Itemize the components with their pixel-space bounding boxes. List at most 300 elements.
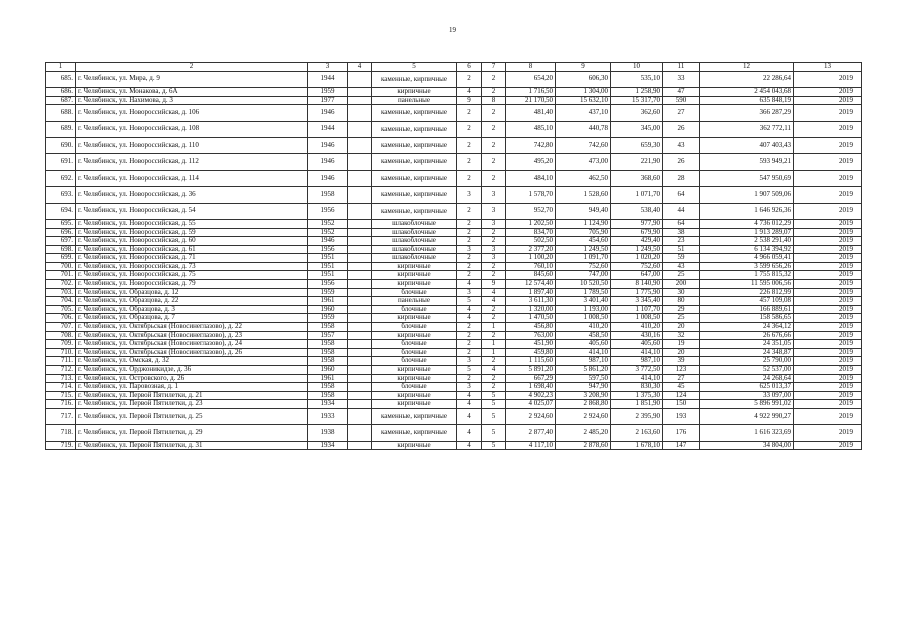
table-cell: 4 [482,288,506,297]
table-cell: 2019 [794,280,862,289]
table-cell: г. Челябинск, ул. Первой Пятилетки, д. 29 [76,425,308,441]
table-cell: 1 716,50 [506,87,556,96]
table-cell: 2 924,60 [556,408,611,424]
table-cell: 760,10 [506,262,556,271]
table-cell: 2019 [794,441,862,450]
table-cell: 752,60 [611,262,663,271]
table-cell: 694. [46,203,76,219]
table-cell: 4 [457,87,482,96]
table-cell [348,305,372,314]
table-cell: 462,50 [556,170,611,186]
table-cell: 4 [457,280,482,289]
table-cell: 24 268,64 [700,374,794,383]
table-cell: 2 [482,87,506,96]
table-cell: блочные [372,383,457,392]
table-row [46,187,862,203]
table-cell: блочные [372,357,457,366]
table-cell [348,121,372,137]
table-cell: 3 [482,187,506,203]
table-cell: 667,29 [506,374,556,383]
table-cell: 1 100,20 [506,254,556,263]
table-cell: г. Челябинск, ул. Новороссийская, д. 60 [76,237,308,246]
table-cell: г. Челябинск, ул. Образцова, д. 7 [76,314,308,323]
table-cell: 3 345,40 [611,297,663,306]
table-cell: 1951 [308,271,348,280]
table-cell: 24 351,05 [700,340,794,349]
table-row [46,348,862,357]
table-cell: 1958 [308,323,348,332]
table-row [46,219,862,228]
table-row [46,323,862,332]
table-cell: 1 020,20 [611,254,663,263]
table-cell: 606,30 [556,71,611,87]
table-cell: 1958 [308,383,348,392]
table-cell: 2019 [794,331,862,340]
table-cell: 2 538 291,40 [700,237,794,246]
table-cell: 1 107,70 [611,305,663,314]
table-cell: 2 [457,203,482,219]
table-cell: 1959 [308,288,348,297]
table-cell: каменные, кирпичные [372,203,457,219]
table-row [46,425,862,441]
table-cell: 1958 [308,391,348,400]
table-cell [348,288,372,297]
table-cell: 2 [457,262,482,271]
table-cell: кирпичные [372,314,457,323]
table-cell: 687. [46,96,76,105]
table-cell: 713. [46,374,76,383]
table-cell: 635 848,19 [700,96,794,105]
table-cell: г. Челябинск, ул. Монакова, д. 6А [76,87,308,96]
table-cell: 718. [46,425,76,441]
table-cell: 2 868,80 [556,400,611,409]
table-cell: 407 403,43 [700,137,794,153]
table-cell: 59 [663,254,700,263]
table-cell: каменные, кирпичные [372,121,457,137]
table-cell: 1944 [308,121,348,137]
table-cell: 2 [457,105,482,121]
table-cell: 43 [663,137,700,153]
table-cell: 699. [46,254,76,263]
table-cell: 2 924,60 [506,408,556,424]
table-cell: 22 286,64 [700,71,794,87]
column-number-row [46,63,862,72]
table-cell: 458,50 [556,331,611,340]
table-row [46,245,862,254]
table-cell: 2019 [794,96,862,105]
table-cell [348,170,372,186]
table-row [46,391,862,400]
table-cell: 52 537,00 [700,366,794,375]
table-cell: 9 [482,280,506,289]
table-cell: 8 140,90 [611,280,663,289]
column-number: 13 [794,63,862,72]
table-cell: 2 [457,271,482,280]
table-cell: 647,00 [611,271,663,280]
table-cell: 5 [482,391,506,400]
table-cell: 2019 [794,383,862,392]
table-cell: 23 [663,237,700,246]
table-cell: 698. [46,245,76,254]
table-cell: 1946 [308,170,348,186]
table-cell: 747,00 [556,271,611,280]
table-cell: 538,40 [611,203,663,219]
table-cell: 1 698,40 [506,383,556,392]
table-row [46,340,862,349]
table-cell: 679,90 [611,228,663,237]
table-cell: 1952 [308,228,348,237]
table-cell: 1 008,50 [611,314,663,323]
table-cell: 2019 [794,425,862,441]
table-cell: 2 [482,228,506,237]
table-cell: 2 [482,262,506,271]
table-cell: 1 775,90 [611,288,663,297]
column-number: 7 [482,63,506,72]
table-cell: 2019 [794,245,862,254]
table-cell [348,348,372,357]
table-cell [348,323,372,332]
table-cell: 26 [663,154,700,170]
table-cell: 2 [457,170,482,186]
table-cell: 193 [663,408,700,424]
table-cell: г. Челябинск, ул. Новороссийская, д. 75 [76,271,308,280]
table-cell: 708. [46,331,76,340]
table-cell: 1951 [308,254,348,263]
table-cell: 1 [482,340,506,349]
table-cell: 362 772,11 [700,121,794,137]
table-cell: шлакоблочные [372,237,457,246]
table-cell: 414,10 [611,348,663,357]
table-cell [348,400,372,409]
column-number: 1 [46,63,76,72]
table-cell: 2019 [794,357,862,366]
table-cell: г. Челябинск, ул. Нахимова, д. 3 [76,96,308,105]
table-cell: 25 [663,271,700,280]
table-cell: 5 [457,297,482,306]
table-cell: 124 [663,391,700,400]
table-cell: 437,10 [556,105,611,121]
table-cell: 3 [482,245,506,254]
table-cell: 845,60 [506,271,556,280]
table-cell: 1951 [308,262,348,271]
table-cell: 34 804,00 [700,441,794,450]
table-cell: 1 202,50 [506,219,556,228]
table-cell: 2019 [794,374,862,383]
table-cell: 947,90 [556,383,611,392]
table-cell: 1944 [308,71,348,87]
table-cell: 410,20 [556,323,611,332]
table-cell: 39 [663,357,700,366]
table-cell: кирпичные [372,271,457,280]
table-cell: 1946 [308,154,348,170]
table-cell: 1959 [308,314,348,323]
table-cell: г. Челябинск, ул. Новороссийская, д. 106 [76,105,308,121]
table-cell: 2 [482,237,506,246]
table-cell: 2019 [794,408,862,424]
table-row [46,121,862,137]
table-cell: 4 [457,314,482,323]
table-cell: каменные, кирпичные [372,137,457,153]
table-cell: 1934 [308,400,348,409]
table-cell: 4 966 059,41 [700,254,794,263]
column-number: 5 [372,63,457,72]
table-cell: 1934 [308,441,348,450]
table-cell [348,262,372,271]
table-cell: 27 [663,105,700,121]
table-cell: 597,50 [556,374,611,383]
table-cell: 147 [663,441,700,450]
table-cell: 502,50 [506,237,556,246]
table-cell: 2 377,20 [506,245,556,254]
table-cell: 3 [457,245,482,254]
table-cell [348,374,372,383]
table-cell: 2 395,90 [611,408,663,424]
table-cell [348,87,372,96]
table-cell: 1 115,60 [506,357,556,366]
table-row [46,408,862,424]
table-cell [348,228,372,237]
table-cell: кирпичные [372,391,457,400]
table-cell: г. Челябинск, ул. Новороссийская, д. 110 [76,137,308,153]
table-cell: 1 193,00 [556,305,611,314]
housing-register-table [45,62,862,450]
table-cell: 4 [482,297,506,306]
table-cell: 2 [482,357,506,366]
table-cell: г. Челябинск, ул. Новороссийская, д. 71 [76,254,308,263]
table-row [46,237,862,246]
table-cell: каменные, кирпичные [372,425,457,441]
table-cell: 150 [663,400,700,409]
table-cell: 226 812,99 [700,288,794,297]
table-cell: 2 [457,254,482,263]
table-cell: кирпичные [372,366,457,375]
table-cell: 1958 [308,357,348,366]
table-row [46,297,862,306]
table-cell: 1 616 323,69 [700,425,794,441]
table-row [46,357,862,366]
table-cell: 5 [482,400,506,409]
table-row [46,400,862,409]
table-cell: 830,30 [611,383,663,392]
table-cell: 1977 [308,96,348,105]
table-cell [348,203,372,219]
table-cell: 3 [482,219,506,228]
table-cell: 366 287,29 [700,105,794,121]
table-cell: 987,10 [611,357,663,366]
table-cell: 457 109,08 [700,297,794,306]
table-cell: г. Челябинск, ул. Первой Пятилетки, д. 23 [76,400,308,409]
table-row [46,137,862,153]
table-cell: 28 [663,170,700,186]
table-cell: 26 676,66 [700,331,794,340]
table-cell: 2 [457,323,482,332]
table-cell: 495,20 [506,154,556,170]
table-cell: 700. [46,262,76,271]
table-row [46,441,862,450]
table-cell: 1 851,90 [611,400,663,409]
table-cell: 1 375,30 [611,391,663,400]
table-cell: 405,60 [611,340,663,349]
table-row [46,71,862,87]
column-number: 12 [700,63,794,72]
table-cell [348,391,372,400]
table-cell: г. Челябинск, ул. Образцова, д. 22 [76,297,308,306]
table-cell: 4 902,23 [506,391,556,400]
table-cell: 763,00 [506,331,556,340]
table-cell: 711. [46,357,76,366]
table-cell: 1 646 926,36 [700,203,794,219]
page-number: 19 [449,26,456,34]
table-cell: 454,60 [556,237,611,246]
table-cell: 2019 [794,254,862,263]
table-cell: 2019 [794,314,862,323]
table-cell: 33 097,00 [700,391,794,400]
table-cell: 2 [482,105,506,121]
table-cell: 715. [46,391,76,400]
table-cell [348,366,372,375]
table-cell: 2 878,60 [556,441,611,450]
table-cell: г. Челябинск, ул. Новороссийская, д. 79 [76,280,308,289]
table-cell: 2019 [794,170,862,186]
table-cell: 5 [482,441,506,450]
table-cell: 5 896 991,02 [700,400,794,409]
table-cell: шлакоблочные [372,245,457,254]
table-cell: 696. [46,228,76,237]
table-cell: 362,60 [611,105,663,121]
table-cell: панельные [372,297,457,306]
table-cell: кирпичные [372,441,457,450]
table-cell: 64 [663,219,700,228]
table-cell: 410,20 [611,323,663,332]
table-cell: 1 897,40 [506,288,556,297]
table-cell: 2 [482,170,506,186]
table-cell: 481,40 [506,105,556,121]
table-cell: 2019 [794,187,862,203]
table-cell [348,280,372,289]
table-cell: 659,30 [611,137,663,153]
table-cell: 1946 [308,137,348,153]
table-cell: 705. [46,305,76,314]
table-cell: 719. [46,441,76,450]
table-cell: 834,70 [506,228,556,237]
table-cell [348,383,372,392]
table-row [46,87,862,96]
table-cell: блочные [372,305,457,314]
table-cell: 485,10 [506,121,556,137]
table-cell: 1 907 509,06 [700,187,794,203]
column-number: 3 [308,63,348,72]
table-cell: 714. [46,383,76,392]
table-cell: 19 [663,340,700,349]
table-cell: панельные [372,96,457,105]
table-cell: 32 [663,331,700,340]
column-number: 2 [76,63,308,72]
table-cell: 949,40 [556,203,611,219]
table-cell: 2019 [794,203,862,219]
table-cell: 440,78 [556,121,611,137]
table-cell: 43 [663,262,700,271]
table-row [46,262,862,271]
table-cell: 26 [663,121,700,137]
table-row [46,254,862,263]
table-cell: 1961 [308,374,348,383]
table-row [46,96,862,105]
table-cell: блочные [372,288,457,297]
table-cell: 1 [482,348,506,357]
table-cell: 2 [482,383,506,392]
table-cell: блочные [372,323,457,332]
table-cell: г. Челябинск, ул. Октябрьская (Новосинеглазово), д. 24 [76,340,308,349]
table-cell: 4 [457,425,482,441]
table-row [46,314,862,323]
table-row [46,154,862,170]
table-cell: г. Челябинск, ул. Орджоникидзе, д. 36 [76,366,308,375]
table-cell: 345,00 [611,121,663,137]
table-cell: 705,90 [556,228,611,237]
table-cell: 3 772,50 [611,366,663,375]
table-cell: 25 [663,314,700,323]
column-number: 9 [556,63,611,72]
table-cell: 5 [482,408,506,424]
table-cell: 4 [457,400,482,409]
table-cell [348,187,372,203]
table-cell: 686. [46,87,76,96]
table-cell: 2 [457,237,482,246]
table-cell: 2019 [794,154,862,170]
table-cell: 742,60 [556,137,611,153]
table-cell: 742,80 [506,137,556,153]
table-cell: 221,90 [611,154,663,170]
table-cell: 2019 [794,121,862,137]
table-cell: 987,10 [556,357,611,366]
table-cell: 3 599 656,26 [700,262,794,271]
table-cell: 414,10 [556,348,611,357]
table-cell: г. Челябинск, ул. Октябрьская (Новосинеглазово), д. 22 [76,323,308,332]
table-cell: 1956 [308,203,348,219]
table-cell: 51 [663,245,700,254]
table-cell: 2019 [794,219,862,228]
column-number: 11 [663,63,700,72]
table-cell: 15 632,10 [556,96,611,105]
table-cell: 2 [457,121,482,137]
table-cell: 2019 [794,288,862,297]
table-cell: г. Челябинск, ул. Омская, д. 32 [76,357,308,366]
table-cell: 12 574,40 [506,280,556,289]
table-cell: 690. [46,137,76,153]
table-cell: 4 736 012,29 [700,219,794,228]
table-cell: 2019 [794,87,862,96]
table-cell: 1 755 815,32 [700,271,794,280]
table-cell: 707. [46,323,76,332]
table-cell: 158 586,65 [700,314,794,323]
table-cell: 1 258,90 [611,87,663,96]
table-cell: 593 949,21 [700,154,794,170]
table-cell: 2019 [794,297,862,306]
table-cell: 1933 [308,408,348,424]
table-cell [348,425,372,441]
table-cell: 716. [46,400,76,409]
table-cell: г. Челябинск, ул. Новороссийская, д. 114 [76,170,308,186]
table-cell: 29 [663,305,700,314]
table-cell [348,408,372,424]
table-cell: г. Челябинск, ул. Новороссийская, д. 61 [76,245,308,254]
table-cell: 2 [482,374,506,383]
table-cell: 590 [663,96,700,105]
table-cell: 2019 [794,105,862,121]
table-cell: 1958 [308,348,348,357]
table-cell: 4 117,10 [506,441,556,450]
table-row [46,170,862,186]
